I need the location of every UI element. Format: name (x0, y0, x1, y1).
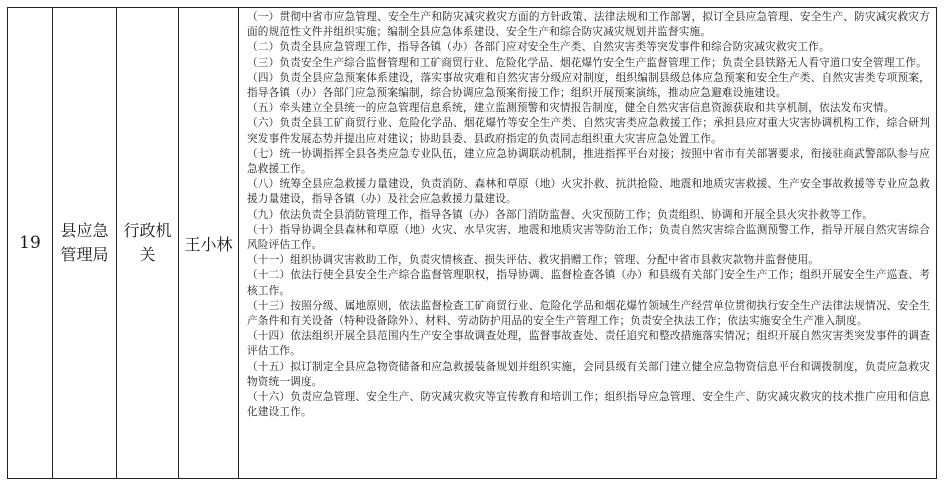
duty-item-16: （十六）负责应急管理、安全生产、防灾减灾救灾等宣传教育和培训工作；组织指导应急管理、安全生产、防灾减灾救灾的技术推广应用和信息化建设工作。 (247, 391, 930, 419)
duties-cell (239, 8, 936, 478)
duty-item-13: （十三）按照分级、属地原则，依法监督检查工矿商贸行业、危险化学品和烟花爆竹领域生产经营单位贯彻执行安全生产法律法规情况、安全生产条件和有关设备（特种设备除外）、材料、劳动防护用品的安全生产管理工作；负责安全执法工作；依法实施安全生产准入制度。 (247, 299, 930, 328)
duty-item-5: （五）牵头建立全县统一的应急管理信息系统，建立监测预警和灾情报告制度，健全自然灾害信息资源获取和共享机制，依法发布灾情。 (247, 102, 895, 115)
duty-item-2: （二）负责全县应急管理工作，指导各镇（办）各部门应对安全生产类、自然灾害类等突发事件和综合防灾减灾救灾工作。 (247, 41, 830, 54)
duty-item-10: （十）指导协调全县森林和草原（地）火灾、水旱灾害、地震和地质灾害等防治工作；负责自然灾害综合监测预警工作，指导开展自然灾害综合风险评估工作。 (247, 223, 930, 252)
duty-item-14: （十四）依法组织开展全县范围内生产安全事故调查处理，监督事故查处、责任追究和整改措施落实情况；组织开展自然灾害类突发事件的调查评估工作。 (247, 330, 930, 358)
duties-table-row (7, 7, 937, 479)
duty-item-12: （十二）依法行使全县安全生产综合监督管理职权，指导协调、监督检查各镇（办）和县级有关部门安全生产工作；组织开展安全生产巡查、考核工作。 (247, 269, 930, 297)
department-name: 县应急管理局 (53, 8, 117, 478)
duty-item-3: （三）负责安全生产综合监督管理和工矿商贸行业、危险化学品、烟花爆竹安全生产监督管理工作；负责全县铁路无人看守道口安全管理工作。 (247, 56, 928, 69)
duty-item-8: （八）统筹全县应急救援力量建设，负责消防、森林和草原（地）火灾扑救、抗洪抢险、地震和地质灾害救援、生产安全事故救援等专业应急救援力量建设，指导各镇（办）及社会应急救援力量建设。 (247, 178, 930, 206)
duty-item-15: （十五）拟订制定全县应急物资储备和应急救援装备规划并组织实施，会同县级有关部门建立健全应急物资信息平台和调拨制度，负责应急救灾物资统一调度。 (247, 360, 930, 388)
duty-item-1: （一）贯彻中省市应急管理、安全生产和防灾减灾救灾方面的方针政策、法律法规和工作部署，拟订全县应急管理、安全生产、防灾减灾救灾方面的规范性文件并组织实施；编制全县应急体系建设、安全生产和综合防灾减灾规划并监督实施。 (247, 11, 930, 39)
duty-item-6: （六）负责全县工矿商贸行业、危险化学品、烟花爆竹等安全生产类、自然灾害类应急救援工作；承担县应对重大灾害协调机构工作，综合研判突发事件发展态势并提出应对建议；协助县委、县政府指定的负责同志组织重大灾害应急处置工作。 (247, 117, 930, 145)
responsible-person: 王小林 (179, 8, 239, 478)
duty-item-4: （四）负责全县应急预案体系建设，落实事故灾难和自然灾害分级应对制度，组织编制县级总体应急预案和安全生产类、自然灾害类专项预案，指导各镇（办）各部门应急预案编制，综合协调应急预案衔接工作；组织开展预案演练，推动应急避难设施建设。 (247, 71, 930, 100)
duty-item-7: （七）统一协调指挥全县各类应急专业队伍，建立应急协调联动机制，推进指挥平台对接；按照中省市有关部署要求，衔接驻商武警部队参与应急救援工作。 (247, 147, 930, 176)
department-type: 行政机关 (117, 8, 179, 478)
duty-item-9: （九）依法负责全县消防管理工作，指导各镇（办）各部门消防监督、火灾预防工作；负责组织、协调和开展全县火灾扑救等工作。 (247, 208, 874, 221)
row-number: 19 (8, 8, 53, 478)
duty-item-11: （十一）组织协调灾害救助工作，负责灾情核查、损失评估、救灾捐赠工作；管理、分配中省市县救灾款物并监督使用。 (247, 254, 820, 267)
